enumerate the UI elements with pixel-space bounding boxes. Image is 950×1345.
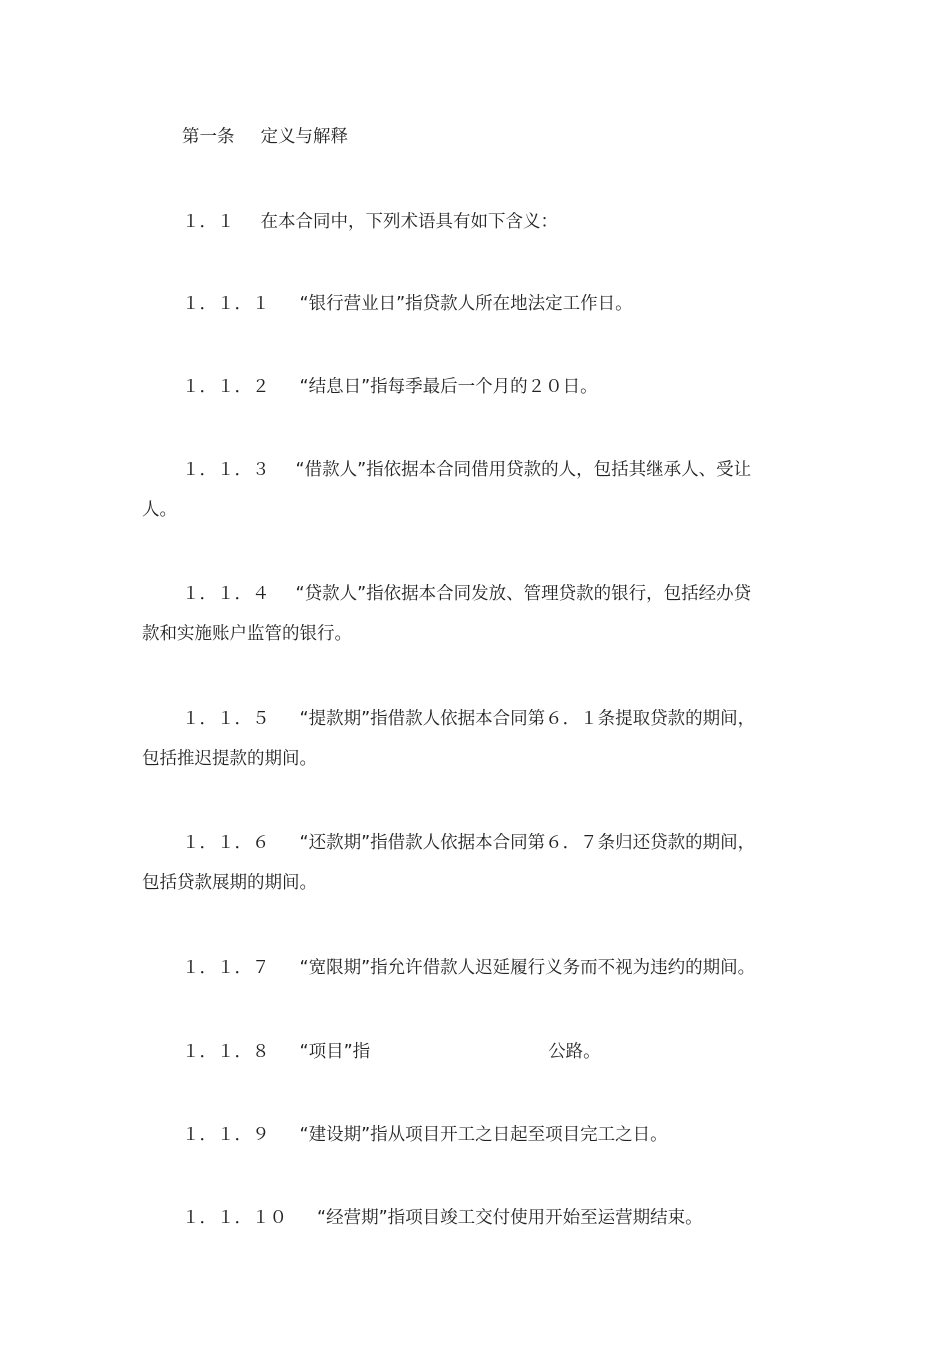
clause-text: “宽限期”指允许借款人迟延履行义务而不视为违约的期间。 <box>299 958 756 978</box>
clause-text: “借款人”指依据本合同借用贷款的人，包括其继承人、受让 <box>295 460 752 480</box>
clause-text: “建设期”指从项目开工之日起至项目完工之日。 <box>299 1125 668 1145</box>
clause-text: “还款期”指借款人依据本合同第６．７条归还贷款的期间， <box>299 833 756 853</box>
clause-text: “银行营业日”指贷款人所在地法定工作日。 <box>299 294 633 314</box>
clause-number: １．１．９ <box>182 1125 270 1145</box>
clause-number: １．１．１０ <box>182 1208 287 1228</box>
clause-number: １．１ <box>182 212 235 232</box>
clause-text: “提款期”指借款人依据本合同第６．１条提取贷款的期间， <box>299 709 756 729</box>
clause-text-after-blank: 公路。 <box>548 1042 601 1062</box>
clause-text-continued: 款和实施账户监管的银行。 <box>142 624 352 644</box>
clause-1-1-6 <box>142 823 782 903</box>
clause-1-1-3 <box>142 450 782 530</box>
clause-text: “经营期”指项目竣工交付使用开始至运营期结束。 <box>317 1208 703 1228</box>
clause-1-1-7 <box>142 948 782 988</box>
clause-1-1-4 <box>142 574 782 654</box>
clause-text-continued: 包括推迟提款的期间。 <box>142 749 317 769</box>
clause-1-1-2 <box>142 367 782 407</box>
clause-text-continued: 包括贷款展期的期间。 <box>142 873 317 893</box>
clause-1-1-5 <box>142 699 782 779</box>
clause-1-1-1 <box>142 284 782 324</box>
clause-number: １．１．２ <box>182 377 270 397</box>
clause-1-1-8 <box>142 1032 782 1072</box>
clause-number: １．１．１ <box>182 294 270 314</box>
clause-text: “贷款人”指依据本合同发放、管理贷款的银行，包括经办贷 <box>295 584 752 604</box>
clause-number: １．１．３ <box>182 460 270 480</box>
clause-number: １．１．６ <box>182 833 270 853</box>
clause-1-1-9 <box>142 1115 782 1155</box>
clause-text: “结息日”指每季最后一个月的２０日。 <box>299 377 598 397</box>
article-number: 第一条 <box>182 127 235 147</box>
clause-number: １．１．７ <box>182 958 270 978</box>
clause-number: １．１．５ <box>182 709 270 729</box>
clause-number: １．１．８ <box>182 1042 270 1062</box>
clause-1-1 <box>142 202 782 242</box>
clause-text: “项目”指 <box>299 1042 371 1062</box>
clause-1-1-10 <box>142 1198 782 1238</box>
article-heading <box>142 117 782 157</box>
article-title: 定义与解释 <box>260 127 348 147</box>
clause-number: １．１．４ <box>182 584 270 604</box>
clause-text-continued: 人。 <box>142 500 177 520</box>
clause-text: 在本合同中，下列术语具有如下含义： <box>260 212 558 232</box>
